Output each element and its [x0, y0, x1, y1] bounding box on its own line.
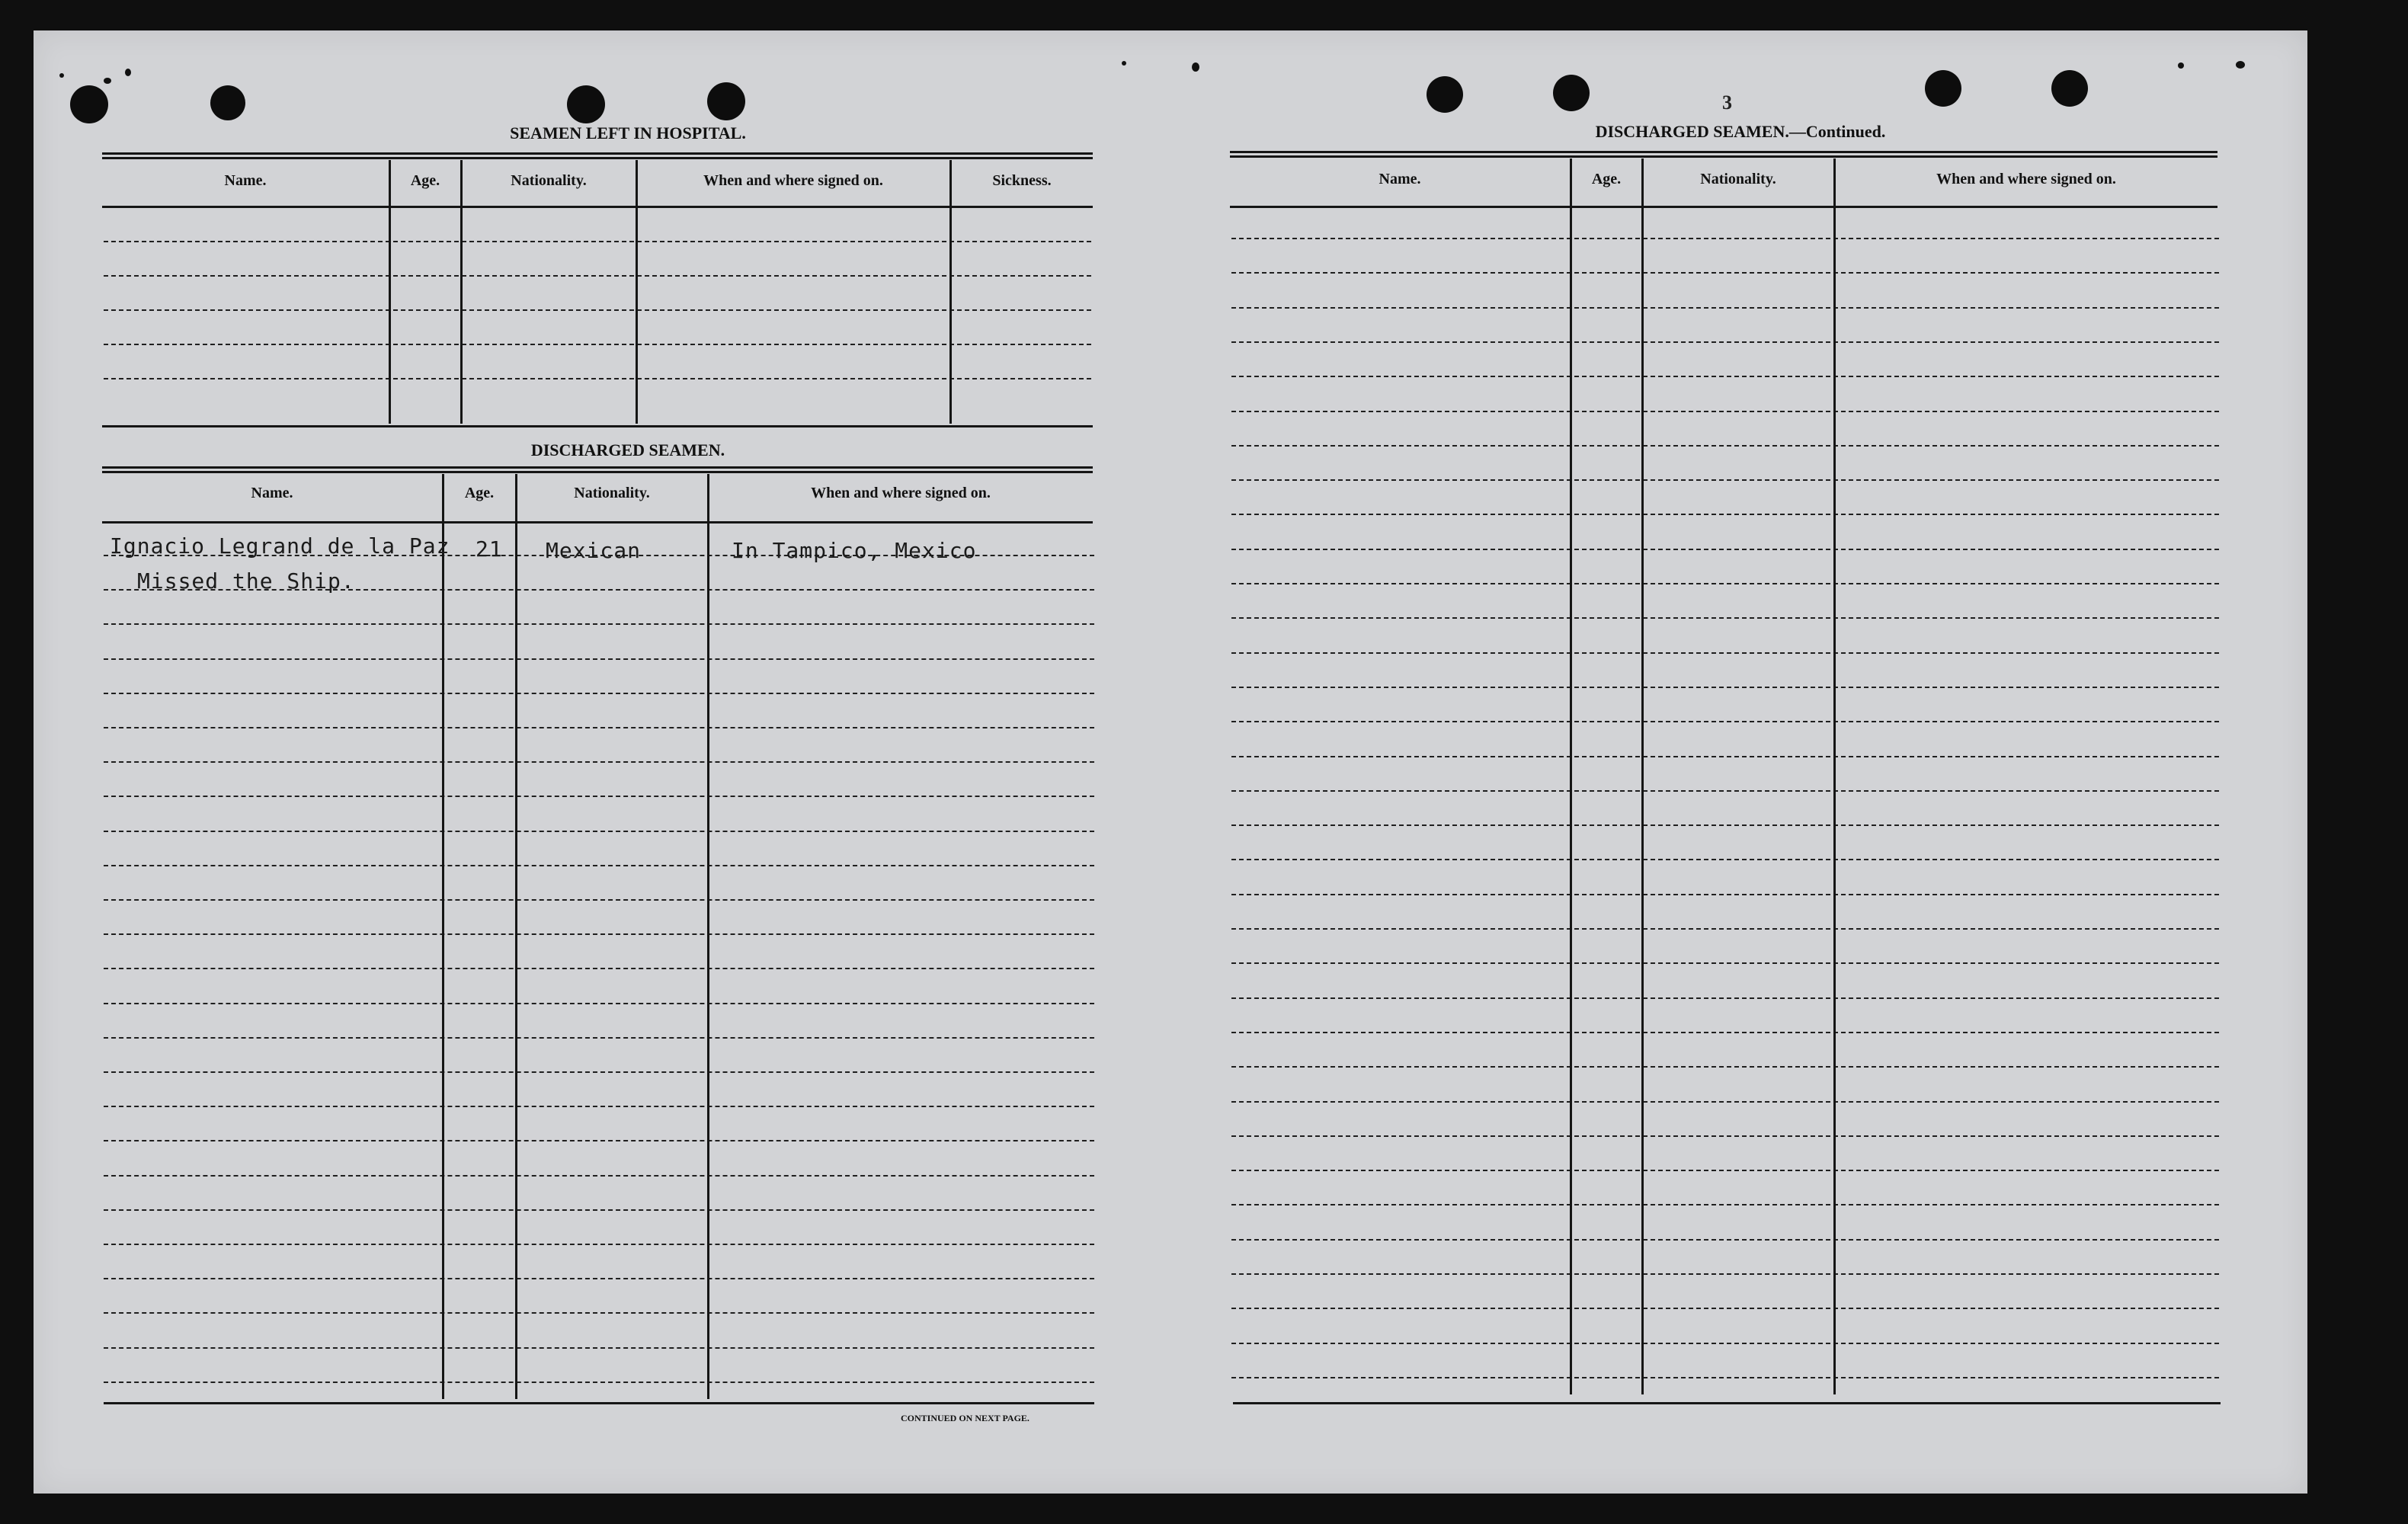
ruled-line — [104, 378, 1091, 379]
ruled-line — [104, 1209, 1094, 1211]
punch-hole — [567, 85, 605, 123]
hospital-top-rule — [102, 157, 1093, 159]
ruled-line — [104, 727, 1094, 728]
discharged-col-signed-on: When and where signed on. — [811, 485, 991, 501]
right-col-divider — [1570, 158, 1572, 1394]
discharged-continued-title: DISCHARGED SEAMEN.—Continued. — [1595, 122, 1886, 141]
ruled-line — [1231, 479, 2219, 481]
punch-hole — [707, 82, 745, 120]
ruled-line — [104, 1312, 1094, 1314]
discharged-top-rule — [102, 471, 1093, 473]
ruled-line — [1231, 617, 2219, 619]
entry-age: 21 — [476, 536, 503, 562]
ink-speck — [104, 78, 111, 84]
hospital-col-divider — [460, 160, 463, 424]
ruled-line — [1231, 411, 2219, 412]
discharged-col-age: Age. — [464, 485, 495, 501]
ruled-line — [1231, 1273, 2219, 1275]
right-col-signed-on: When and where signed on. — [1936, 171, 2116, 187]
ink-speck — [59, 73, 64, 78]
hospital-bottom-rule — [102, 425, 1093, 427]
ruled-line — [104, 623, 1094, 625]
ruled-line — [1231, 721, 2219, 722]
ruled-line — [1231, 1343, 2219, 1344]
right-top-rule — [1230, 151, 2217, 153]
right-col-name: Name. — [1379, 171, 1421, 187]
ruled-line — [104, 933, 1094, 935]
ink-speck — [125, 69, 131, 76]
ruled-line — [104, 658, 1094, 660]
discharged-top-rule — [102, 466, 1093, 469]
ruled-line — [1231, 997, 2219, 999]
ruled-line — [104, 1278, 1094, 1279]
ink-speck — [1192, 62, 1199, 72]
ruled-line — [1231, 756, 2219, 757]
ink-speck — [2236, 61, 2245, 69]
hospital-col-age: Age. — [410, 172, 440, 189]
ruled-line — [1231, 790, 2219, 792]
ruled-line — [1231, 341, 2219, 343]
ink-speck — [2178, 62, 2184, 69]
entry-nationality: Mexican — [546, 538, 642, 563]
ruled-line — [1231, 1239, 2219, 1241]
ruled-line — [1231, 238, 2219, 239]
ruled-line — [1231, 894, 2219, 895]
entry-signed-on: In Tampico, Mexico — [732, 538, 977, 563]
hospital-top-rule — [102, 152, 1093, 155]
ruled-line — [1231, 583, 2219, 584]
ruled-line — [104, 1175, 1094, 1177]
ruled-line — [104, 796, 1094, 797]
punch-hole — [1427, 76, 1463, 113]
ruled-line — [1231, 962, 2219, 964]
page-number: 3 — [1722, 91, 1732, 114]
ruled-line — [104, 865, 1094, 866]
punch-hole — [210, 85, 245, 120]
ruled-line — [1231, 1204, 2219, 1205]
hospital-col-sickness: Sickness. — [992, 172, 1052, 189]
ruled-line — [1231, 1101, 2219, 1103]
ruled-line — [104, 761, 1094, 763]
discharged-section-title: DISCHARGED SEAMEN. — [530, 440, 725, 459]
right-header-rule — [1230, 206, 2217, 208]
ruled-line — [1231, 928, 2219, 930]
punch-hole — [1925, 70, 1961, 107]
ruled-line — [104, 1106, 1094, 1107]
ruled-line — [1231, 445, 2219, 447]
ruled-line — [1231, 652, 2219, 654]
ruled-line — [104, 1140, 1094, 1141]
ink-speck — [1122, 61, 1126, 66]
discharged-bottom-rule — [104, 1402, 1094, 1404]
right-col-divider — [1833, 158, 1836, 1394]
ruled-line — [1231, 687, 2219, 688]
punch-hole — [70, 85, 108, 123]
hospital-col-divider — [949, 160, 952, 424]
discharged-col-nationality: Nationality. — [574, 485, 650, 501]
ruled-line — [1231, 549, 2219, 550]
discharged-col-divider — [707, 474, 709, 1399]
ruled-line — [104, 968, 1094, 969]
ruled-line — [104, 1244, 1094, 1245]
hospital-section-title: SEAMEN LEFT IN HOSPITAL. — [510, 123, 746, 142]
ruled-line — [104, 1382, 1094, 1383]
ruled-line — [104, 275, 1091, 277]
ruled-line — [1231, 1135, 2219, 1137]
hospital-header-rule — [102, 206, 1093, 208]
ruled-line — [104, 1347, 1094, 1349]
hospital-col-signed-on: When and where signed on. — [703, 172, 883, 189]
discharged-col-divider — [442, 474, 444, 1399]
ruled-line — [1231, 1032, 2219, 1033]
ruled-line — [104, 309, 1091, 311]
ruled-line — [104, 1003, 1094, 1004]
ruled-line — [1231, 1308, 2219, 1309]
entry-note: Missed the Ship. — [137, 568, 355, 594]
ruled-line — [104, 344, 1091, 345]
right-bottom-rule — [1233, 1402, 2221, 1404]
ruled-line — [104, 831, 1094, 832]
ruled-line — [1231, 307, 2219, 309]
ruled-line — [1231, 824, 2219, 826]
ruled-line — [1231, 1066, 2219, 1068]
hospital-col-name: Name. — [224, 172, 267, 189]
hospital-col-divider — [389, 160, 391, 424]
punch-hole — [1553, 75, 1590, 111]
right-col-age: Age. — [1591, 171, 1622, 187]
ruled-line — [104, 241, 1091, 242]
right-top-rule — [1230, 155, 2217, 158]
right-col-divider — [1641, 158, 1644, 1394]
form-sheet — [34, 30, 2307, 1494]
hospital-col-divider — [636, 160, 638, 424]
ruled-line — [104, 1071, 1094, 1073]
ruled-line — [1231, 1170, 2219, 1171]
right-col-nationality: Nationality. — [1700, 171, 1776, 187]
ruled-line — [104, 899, 1094, 901]
ruled-line — [1231, 514, 2219, 515]
punch-hole — [2051, 70, 2088, 107]
ruled-line — [104, 693, 1094, 694]
continued-footnote: CONTINUED ON NEXT PAGE. — [901, 1413, 1029, 1423]
ruled-line — [1231, 1377, 2219, 1378]
entry-name: Ignacio Legrand de la Paz — [110, 533, 450, 559]
hospital-col-nationality: Nationality. — [511, 172, 587, 189]
discharged-col-name: Name. — [251, 485, 293, 501]
ruled-line — [1231, 376, 2219, 377]
ruled-line — [104, 1037, 1094, 1039]
ruled-line — [1231, 859, 2219, 860]
discharged-col-divider — [515, 474, 517, 1399]
ruled-line — [1231, 272, 2219, 274]
discharged-header-rule — [102, 521, 1093, 523]
